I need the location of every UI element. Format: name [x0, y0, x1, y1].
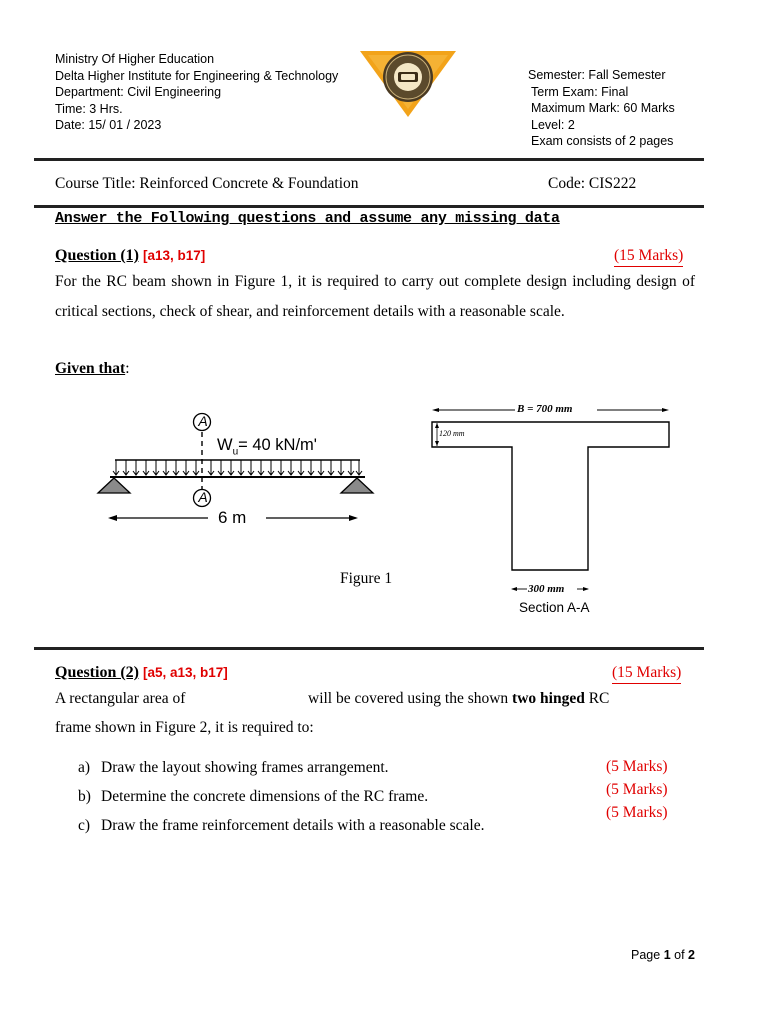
q2-marks: (15 Marks) [612, 664, 681, 684]
q1-given-label: Given that [55, 360, 126, 377]
t-section-figure [425, 398, 685, 598]
q2-item-a [78, 759, 389, 777]
header-institute: Delta Higher Institute for Engineering & Technology [55, 68, 339, 83]
header-term: Term Exam: Final [531, 84, 629, 99]
q2-item-c-marks: (5 Marks) [606, 804, 668, 821]
header-divider [34, 158, 704, 161]
load-label [217, 436, 317, 457]
header-ministry: Ministry Of Higher Education [55, 52, 215, 66]
q2-line1-bold: two hinged [512, 690, 585, 707]
question-divider [34, 647, 704, 650]
q2-line1-a: A rectangular area of [55, 690, 186, 707]
page-number [631, 948, 695, 962]
q1-tags: [a13, b17] [143, 248, 206, 263]
q2-tags: [a5, a13, b17] [143, 665, 228, 680]
header-department: Department: Civil Engineering [55, 85, 222, 100]
q2-item-a-letter: a) [78, 759, 91, 776]
load-arrows [113, 460, 362, 475]
q2-item-a-text: Draw the layout showing frames arrangement. [101, 759, 389, 776]
page-current: 1 [663, 948, 671, 962]
q1-given [55, 360, 130, 378]
q1-given-colon: : [125, 360, 130, 377]
q1-text: For the RC beam shown in Figure 1, it is required to carry out complete design including design of critical sections, check of shear, and reinforcement details with a reasonable scale. [55, 273, 695, 320]
header-date: Date: 15/ 01 / 2023 [55, 118, 162, 133]
section-caption: Section A-A [519, 600, 590, 615]
institute-logo-icon [358, 45, 458, 119]
section-mark-bottom-text: A [198, 489, 208, 505]
t-section-outline [432, 422, 669, 570]
q2-line1 [55, 690, 185, 708]
q2-line1-rest [308, 690, 609, 708]
header-semester: Semester: Fall Semester [528, 68, 666, 82]
q2-item-c [78, 817, 484, 835]
q1-marks: (15 Marks) [614, 247, 683, 267]
q2-line1-b: will be covered using the shown [308, 690, 509, 707]
load-prefix: W [217, 436, 233, 454]
header-left [55, 51, 375, 134]
flange-thickness-label: 120 mm [439, 429, 465, 438]
q2-title [55, 664, 228, 682]
q2-label: Question (2) [55, 664, 139, 681]
q1-title [55, 247, 205, 265]
q2-item-b [78, 788, 428, 806]
q2-item-b-marks: (5 Marks) [606, 781, 668, 798]
web-width-label: 300 mm [528, 583, 565, 595]
q2-line2: frame shown in Figure 2, it is required to: [55, 719, 314, 736]
header-pages: Exam consists of 2 pages [531, 134, 674, 149]
page-word: Page [631, 948, 661, 962]
header-right [528, 67, 728, 150]
page-total: 2 [688, 948, 695, 962]
course-code: Code: CIS222 [548, 175, 637, 192]
span-label: 6 m [218, 508, 247, 527]
header-time: Time: 3 Hrs. [55, 101, 123, 116]
q2-item-c-text: Draw the frame reinforcement details with a reasonable scale. [101, 817, 485, 834]
q2-item-a-marks: (5 Marks) [606, 758, 668, 775]
load-value: = 40 kN/m' [238, 436, 317, 454]
flange-width-label: B = 700 mm [517, 403, 573, 415]
header-max-mark: Maximum Mark: 60 Marks [531, 101, 675, 116]
q2-item-b-letter: b) [78, 788, 91, 805]
header-level: Level: 2 [531, 117, 575, 132]
right-support [341, 478, 373, 493]
course-title: Course Title: Reinforced Concrete & Foundation [55, 175, 359, 192]
figure1-caption: Figure 1 [340, 570, 393, 587]
page-of: of [674, 948, 685, 962]
q1-label: Question (1) [55, 247, 139, 264]
load-sub: u [232, 446, 239, 458]
q2-item-b-text: Determine the concrete dimensions of the RC frame. [101, 788, 429, 805]
instructions-heading: Answer the Following questions and assume any missing data [55, 210, 560, 227]
left-support [98, 478, 130, 493]
course-divider [34, 205, 704, 208]
q2-line1-c: RC [588, 690, 610, 707]
q2-item-c-letter: c) [78, 817, 91, 834]
section-mark-top-text: A [198, 413, 208, 429]
